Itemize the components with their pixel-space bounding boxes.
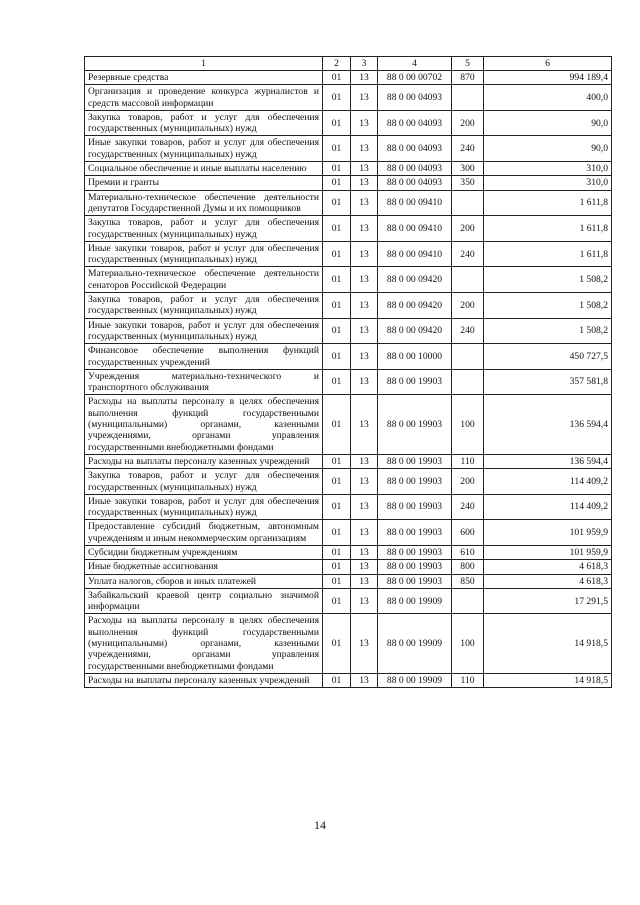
subsection-code-cell: 13 bbox=[351, 293, 378, 319]
amount-cell: 14 918,5 bbox=[484, 673, 612, 687]
amount-cell: 90,0 bbox=[484, 110, 612, 136]
header-cell: 5 bbox=[452, 57, 484, 71]
target-article-cell: 88 0 00 04093 bbox=[378, 85, 452, 111]
target-article-cell: 88 0 00 19903 bbox=[378, 560, 452, 574]
subsection-code-cell: 13 bbox=[351, 395, 378, 454]
expense-type-cell bbox=[452, 85, 484, 111]
section-code-cell: 01 bbox=[323, 190, 351, 216]
target-article-cell: 88 0 00 09410 bbox=[378, 241, 452, 267]
expense-type-cell bbox=[452, 588, 484, 614]
amount-cell: 310,0 bbox=[484, 162, 612, 176]
table-row bbox=[85, 614, 612, 673]
section-code-cell: 01 bbox=[323, 85, 351, 111]
table-row bbox=[85, 267, 612, 293]
subsection-code-cell: 13 bbox=[351, 267, 378, 293]
item-name-cell: Социальное обеспечение и иные выплаты населению bbox=[85, 162, 323, 176]
table-row bbox=[85, 293, 612, 319]
amount-cell: 136 594,4 bbox=[484, 454, 612, 468]
subsection-code-cell: 13 bbox=[351, 71, 378, 85]
subsection-code-cell: 13 bbox=[351, 216, 378, 242]
table-row bbox=[85, 176, 612, 190]
table-row bbox=[85, 190, 612, 216]
item-name-cell: Учреждения материально-технического и транспортного обслуживания bbox=[85, 369, 323, 395]
section-code-cell: 01 bbox=[323, 318, 351, 344]
subsection-code-cell: 13 bbox=[351, 136, 378, 162]
section-code-cell: 01 bbox=[323, 614, 351, 673]
section-code-cell: 01 bbox=[323, 136, 351, 162]
table-row bbox=[85, 136, 612, 162]
item-name-cell: Предоставление субсидий бюджетным, автономным учреждениям и иным некоммерческим организациям bbox=[85, 520, 323, 546]
section-code-cell: 01 bbox=[323, 395, 351, 454]
amount-cell: 1 611,8 bbox=[484, 241, 612, 267]
item-name-cell: Закупка товаров, работ и услуг для обеспечения государственных (муниципальных) нужд bbox=[85, 293, 323, 319]
amount-cell: 994 189,4 bbox=[484, 71, 612, 85]
amount-cell: 310,0 bbox=[484, 176, 612, 190]
expense-type-cell: 850 bbox=[452, 574, 484, 588]
table-row bbox=[85, 85, 612, 111]
item-name-cell: Организация и проведение конкурса журналистов и средств массовой информации bbox=[85, 85, 323, 111]
expense-type-cell: 200 bbox=[452, 469, 484, 495]
target-article-cell: 88 0 00 19909 bbox=[378, 588, 452, 614]
header-cell: 4 bbox=[378, 57, 452, 71]
section-code-cell: 01 bbox=[323, 494, 351, 520]
table-row bbox=[85, 318, 612, 344]
target-article-cell: 88 0 00 04093 bbox=[378, 110, 452, 136]
target-article-cell: 88 0 00 19903 bbox=[378, 574, 452, 588]
section-code-cell: 01 bbox=[323, 560, 351, 574]
subsection-code-cell: 13 bbox=[351, 494, 378, 520]
amount-cell: 400,0 bbox=[484, 85, 612, 111]
section-code-cell: 01 bbox=[323, 344, 351, 370]
header-cell: 1 bbox=[85, 57, 323, 71]
table-row bbox=[85, 395, 612, 454]
table-row bbox=[85, 560, 612, 574]
subsection-code-cell: 13 bbox=[351, 545, 378, 559]
section-code-cell: 01 bbox=[323, 267, 351, 293]
subsection-code-cell: 13 bbox=[351, 673, 378, 687]
item-name-cell: Иные бюджетные ассигнования bbox=[85, 560, 323, 574]
table-row bbox=[85, 241, 612, 267]
item-name-cell: Финансовое обеспечение выполнения функций государственных учреждений bbox=[85, 344, 323, 370]
section-code-cell: 01 bbox=[323, 162, 351, 176]
amount-cell: 1 508,2 bbox=[484, 267, 612, 293]
expense-type-cell bbox=[452, 267, 484, 293]
section-code-cell: 01 bbox=[323, 469, 351, 495]
target-article-cell: 88 0 00 04093 bbox=[378, 176, 452, 190]
table-row bbox=[85, 673, 612, 687]
item-name-cell: Расходы на выплаты персоналу казенных учреждений bbox=[85, 454, 323, 468]
amount-cell: 450 727,5 bbox=[484, 344, 612, 370]
header-row bbox=[85, 57, 612, 71]
table-row bbox=[85, 520, 612, 546]
item-name-cell: Иные закупки товаров, работ и услуг для обеспечения государственных (муниципальных) нужд bbox=[85, 241, 323, 267]
expense-type-cell: 350 bbox=[452, 176, 484, 190]
target-article-cell: 88 0 00 19903 bbox=[378, 520, 452, 546]
amount-cell: 1 508,2 bbox=[484, 293, 612, 319]
table-body bbox=[85, 71, 612, 688]
subsection-code-cell: 13 bbox=[351, 344, 378, 370]
table-row bbox=[85, 454, 612, 468]
expense-type-cell: 800 bbox=[452, 560, 484, 574]
subsection-code-cell: 13 bbox=[351, 560, 378, 574]
table-row bbox=[85, 469, 612, 495]
table-row bbox=[85, 71, 612, 85]
amount-cell: 1 611,8 bbox=[484, 216, 612, 242]
expense-type-cell: 240 bbox=[452, 241, 484, 267]
expense-type-cell: 240 bbox=[452, 494, 484, 520]
subsection-code-cell: 13 bbox=[351, 176, 378, 190]
table-row bbox=[85, 162, 612, 176]
section-code-cell: 01 bbox=[323, 454, 351, 468]
expense-type-cell bbox=[452, 344, 484, 370]
section-code-cell: 01 bbox=[323, 293, 351, 319]
target-article-cell: 88 0 00 19903 bbox=[378, 494, 452, 520]
expense-type-cell: 200 bbox=[452, 216, 484, 242]
expense-type-cell: 110 bbox=[452, 454, 484, 468]
table-row bbox=[85, 574, 612, 588]
amount-cell: 1 611,8 bbox=[484, 190, 612, 216]
subsection-code-cell: 13 bbox=[351, 614, 378, 673]
expense-type-cell: 600 bbox=[452, 520, 484, 546]
item-name-cell: Материально-техническое обеспечение деятельности депутатов Государственной Думы и их помощников bbox=[85, 190, 323, 216]
amount-cell: 101 959,9 bbox=[484, 545, 612, 559]
section-code-cell: 01 bbox=[323, 110, 351, 136]
item-name-cell: Иные закупки товаров, работ и услуг для обеспечения государственных (муниципальных) нужд bbox=[85, 136, 323, 162]
table-row bbox=[85, 344, 612, 370]
table-row bbox=[85, 588, 612, 614]
header-cell: 3 bbox=[351, 57, 378, 71]
target-article-cell: 88 0 00 19903 bbox=[378, 454, 452, 468]
budget-table bbox=[84, 56, 612, 688]
expense-type-cell: 200 bbox=[452, 293, 484, 319]
expense-type-cell: 240 bbox=[452, 136, 484, 162]
subsection-code-cell: 13 bbox=[351, 469, 378, 495]
subsection-code-cell: 13 bbox=[351, 520, 378, 546]
section-code-cell: 01 bbox=[323, 241, 351, 267]
target-article-cell: 88 0 00 09410 bbox=[378, 216, 452, 242]
target-article-cell: 88 0 00 10000 bbox=[378, 344, 452, 370]
table-row bbox=[85, 110, 612, 136]
target-article-cell: 88 0 00 19903 bbox=[378, 369, 452, 395]
page-number: 14 bbox=[314, 818, 326, 832]
subsection-code-cell: 13 bbox=[351, 241, 378, 267]
target-article-cell: 88 0 00 09410 bbox=[378, 190, 452, 216]
expense-type-cell: 200 bbox=[452, 110, 484, 136]
amount-cell: 4 618,3 bbox=[484, 574, 612, 588]
subsection-code-cell: 13 bbox=[351, 588, 378, 614]
expense-type-cell: 110 bbox=[452, 673, 484, 687]
expense-type-cell: 870 bbox=[452, 71, 484, 85]
item-name-cell: Уплата налогов, сборов и иных платежей bbox=[85, 574, 323, 588]
amount-cell: 101 959,9 bbox=[484, 520, 612, 546]
table-row bbox=[85, 545, 612, 559]
amount-cell: 90,0 bbox=[484, 136, 612, 162]
subsection-code-cell: 13 bbox=[351, 574, 378, 588]
item-name-cell: Иные закупки товаров, работ и услуг для обеспечения государственных (муниципальных) нужд bbox=[85, 318, 323, 344]
section-code-cell: 01 bbox=[323, 369, 351, 395]
item-name-cell: Материально-техническое обеспечение деятельности сенаторов Российской Федерации bbox=[85, 267, 323, 293]
item-name-cell: Забайкальский краевой центр социально значимой информации bbox=[85, 588, 323, 614]
table-row bbox=[85, 494, 612, 520]
amount-cell: 357 581,8 bbox=[484, 369, 612, 395]
subsection-code-cell: 13 bbox=[351, 190, 378, 216]
section-code-cell: 01 bbox=[323, 588, 351, 614]
expense-type-cell bbox=[452, 190, 484, 216]
target-article-cell: 88 0 00 04093 bbox=[378, 162, 452, 176]
expense-type-cell: 100 bbox=[452, 614, 484, 673]
target-article-cell: 88 0 00 09420 bbox=[378, 318, 452, 344]
item-name-cell: Расходы на выплаты персоналу в целях обеспечения выполнения функций государственными (муниципальными) органами, казенными учреждениями, органами управления государственными внебюджетными фондами bbox=[85, 614, 323, 673]
section-code-cell: 01 bbox=[323, 176, 351, 190]
section-code-cell: 01 bbox=[323, 520, 351, 546]
target-article-cell: 88 0 00 04093 bbox=[378, 136, 452, 162]
subsection-code-cell: 13 bbox=[351, 162, 378, 176]
expense-type-cell bbox=[452, 369, 484, 395]
amount-cell: 136 594,4 bbox=[484, 395, 612, 454]
amount-cell: 114 409,2 bbox=[484, 469, 612, 495]
target-article-cell: 88 0 00 09420 bbox=[378, 267, 452, 293]
expense-type-cell: 100 bbox=[452, 395, 484, 454]
item-name-cell: Субсидии бюджетным учреждениям bbox=[85, 545, 323, 559]
target-article-cell: 88 0 00 19909 bbox=[378, 614, 452, 673]
subsection-code-cell: 13 bbox=[351, 110, 378, 136]
table-row bbox=[85, 369, 612, 395]
section-code-cell: 01 bbox=[323, 545, 351, 559]
expense-type-cell: 240 bbox=[452, 318, 484, 344]
target-article-cell: 88 0 00 09420 bbox=[378, 293, 452, 319]
item-name-cell: Резервные средства bbox=[85, 71, 323, 85]
item-name-cell: Закупка товаров, работ и услуг для обеспечения государственных (муниципальных) нужд bbox=[85, 469, 323, 495]
section-code-cell: 01 bbox=[323, 216, 351, 242]
subsection-code-cell: 13 bbox=[351, 85, 378, 111]
header-cell: 6 bbox=[484, 57, 612, 71]
target-article-cell: 88 0 00 19903 bbox=[378, 469, 452, 495]
expense-type-cell: 610 bbox=[452, 545, 484, 559]
amount-cell: 1 508,2 bbox=[484, 318, 612, 344]
subsection-code-cell: 13 bbox=[351, 318, 378, 344]
item-name-cell: Расходы на выплаты персоналу казенных учреждений bbox=[85, 673, 323, 687]
amount-cell: 17 291,5 bbox=[484, 588, 612, 614]
item-name-cell: Расходы на выплаты персоналу в целях обеспечения выполнения функций государственными (муниципальными) органами, казенными учреждениями, органами управления государственными внебюджетными фондами bbox=[85, 395, 323, 454]
section-code-cell: 01 bbox=[323, 71, 351, 85]
expense-type-cell: 300 bbox=[452, 162, 484, 176]
item-name-cell: Иные закупки товаров, работ и услуг для обеспечения государственных (муниципальных) нужд bbox=[85, 494, 323, 520]
section-code-cell: 01 bbox=[323, 673, 351, 687]
item-name-cell: Закупка товаров, работ и услуг для обеспечения государственных (муниципальных) нужд bbox=[85, 216, 323, 242]
section-code-cell: 01 bbox=[323, 574, 351, 588]
amount-cell: 114 409,2 bbox=[484, 494, 612, 520]
amount-cell: 4 618,3 bbox=[484, 560, 612, 574]
subsection-code-cell: 13 bbox=[351, 369, 378, 395]
target-article-cell: 88 0 00 19909 bbox=[378, 673, 452, 687]
item-name-cell: Закупка товаров, работ и услуг для обеспечения государственных (муниципальных) нужд bbox=[85, 110, 323, 136]
target-article-cell: 88 0 00 19903 bbox=[378, 395, 452, 454]
header-cell: 2 bbox=[323, 57, 351, 71]
table-row bbox=[85, 216, 612, 242]
amount-cell: 14 918,5 bbox=[484, 614, 612, 673]
target-article-cell: 88 0 00 19903 bbox=[378, 545, 452, 559]
subsection-code-cell: 13 bbox=[351, 454, 378, 468]
target-article-cell: 88 0 00 00702 bbox=[378, 71, 452, 85]
item-name-cell: Премии и гранты bbox=[85, 176, 323, 190]
